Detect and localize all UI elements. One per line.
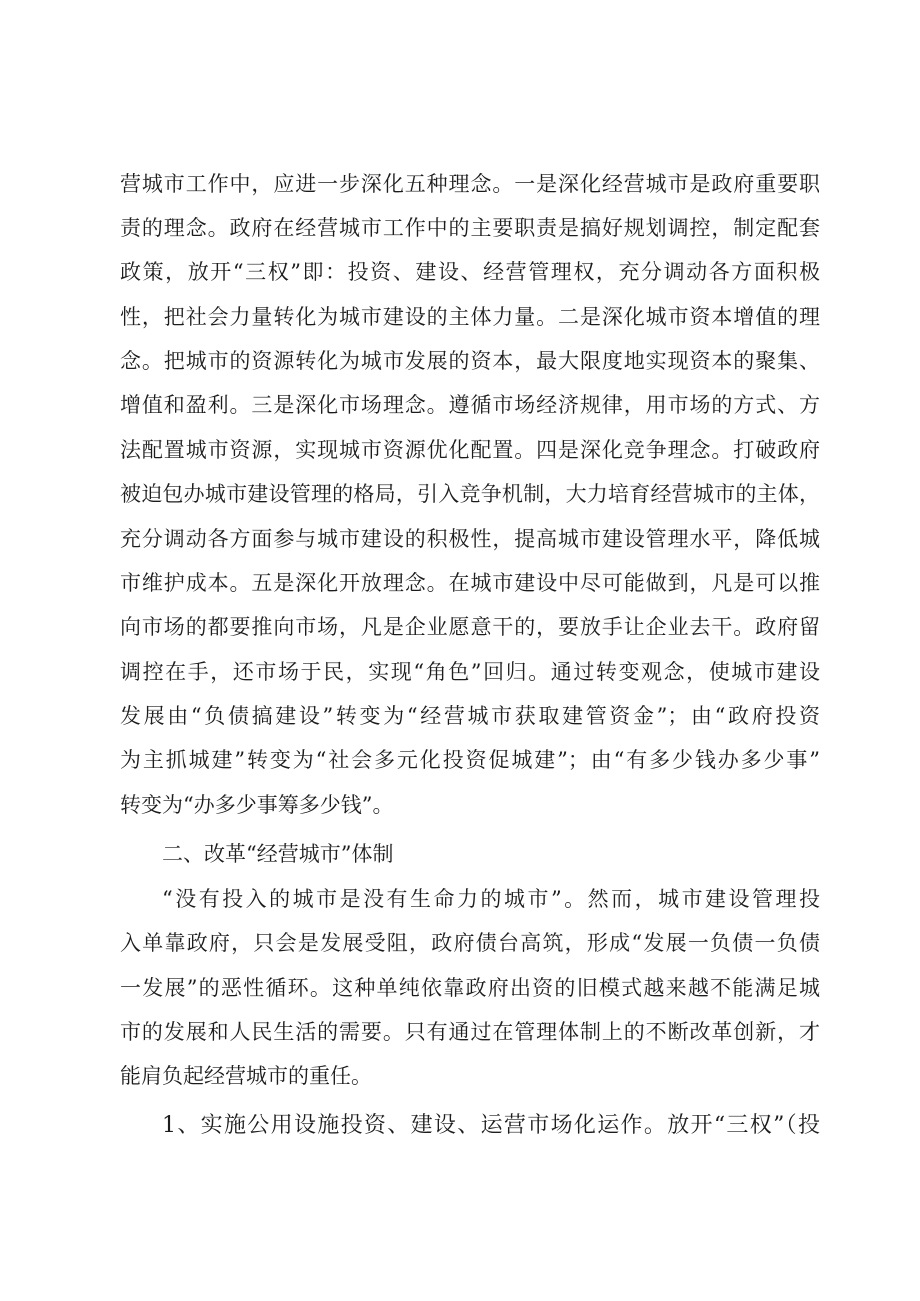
body-text-line: 转变为“办多少事筹多少钱”。 — [120, 793, 394, 817]
numbered-item-line: 1、实施公用设施投资、建设、运营市场化运作。放开“三权”（投 — [162, 1113, 820, 1138]
body-text-line: 念。把城市的资源转化为城市发展的资本，最大限度地实现资本的聚集、 — [120, 349, 820, 373]
body-text-line: 市的发展和人民生活的需要。只有通过在管理体制上的不断改革创新，才 — [120, 1020, 820, 1044]
body-text-line: 向市场的都要推向市场，凡是企业愿意干的，要放手让企业去干。政府留 — [120, 615, 820, 639]
body-text-line: 政策，放开“三权”即：投资、建设、经营管理权，充分调动各方面积极 — [120, 260, 820, 284]
body-text-line: 为主抓城建”转变为“社会多元化投资促城建”；由“有多少钱办多少事” — [120, 748, 820, 772]
body-text-line: 发展由“负债搞建设”转变为“经营城市获取建管资金”；由“政府投资 — [120, 704, 820, 728]
body-text-line: 市维护成本。五是深化开放理念。在城市建设中尽可能做到，凡是可以推 — [120, 571, 820, 595]
body-text-line: 被迫包办城市建设管理的格局，引入竞争机制，大力培育经营城市的主体， — [120, 482, 820, 506]
body-text-line: 充分调动各方面参与城市建设的积极性，提高城市建设管理水平，降低城 — [120, 527, 820, 551]
body-text-line: 能肩负起经营城市的重任。 — [120, 1064, 372, 1088]
body-text-line: 增值和盈利。三是深化市场理念。遵循市场经济规律，用市场的方式、方 — [120, 393, 820, 417]
body-text-line: 责的理念。政府在经营城市工作中的主要职责是搞好规划调控，制定配套 — [120, 216, 820, 240]
body-text-line: 法配置城市资源，实现城市资源优化配置。四是深化竞争理念。打破政府 — [120, 438, 820, 462]
body-text-line: 一发展”的恶性循环。这种单纯依靠政府出资的旧模式越来越不能满足城 — [120, 976, 820, 1000]
body-text-line: 性，把社会力量转化为城市建设的主体力量。二是深化城市资本增值的理 — [120, 305, 820, 329]
body-text-line: “没有投入的城市是没有生命力的城市”。然而，城市建设管理投 — [162, 887, 820, 911]
body-text-line: 调控在手，还市场于民，实现“角色”回归。通过转变观念，使城市建设 — [120, 660, 820, 684]
body-text-line: 营城市工作中，应进一步深化五种理念。一是深化经营城市是政府重要职 — [120, 172, 820, 196]
body-text-line: 入单靠政府，只会是发展受阻，政府债台高筑，形成“发展一负债一负债 — [120, 931, 820, 955]
section-heading: 二、改革“经营城市”体制 — [162, 842, 394, 866]
